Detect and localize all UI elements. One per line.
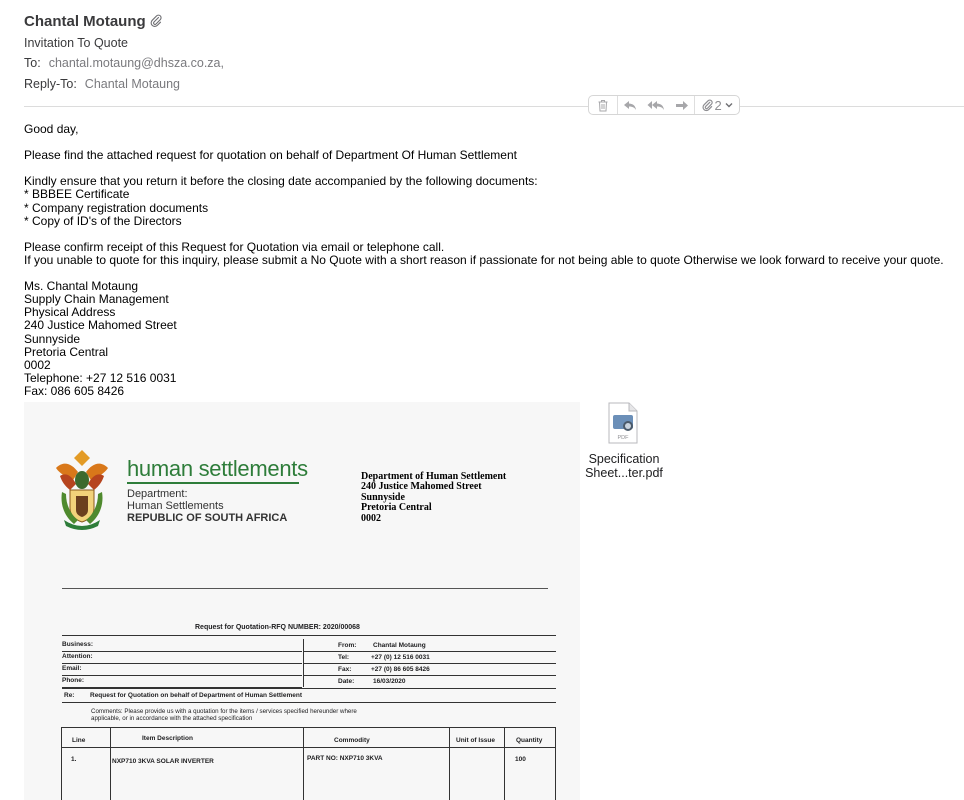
table-vline (303, 727, 304, 800)
table-header-commodity: Commodity (334, 737, 370, 744)
comments-line-1: Comments: Please provide us with a quotation for the items / services specified hereunder where (91, 708, 357, 715)
logo-department-name: Human Settlements (127, 500, 224, 512)
fax-value: +27 (0) 86 605 8426 (371, 666, 430, 673)
reply-button[interactable] (618, 96, 643, 114)
to-label: To: (24, 56, 41, 70)
paperclip-icon (702, 99, 713, 112)
reply-to-label: Reply-To: (24, 77, 77, 91)
form-line (62, 635, 556, 636)
form-line (62, 688, 556, 689)
form-line (303, 651, 556, 652)
chevron-down-icon (725, 102, 733, 108)
attachment-filename-line-1: Specification (588, 452, 660, 466)
re-label: Re: (64, 692, 75, 699)
attachments-button[interactable] (695, 96, 739, 114)
table-header-unit: Unit of Issue (456, 737, 496, 744)
fax-label: Fax: (338, 666, 352, 673)
business-label: Business: (62, 641, 94, 648)
table-vline (110, 727, 111, 800)
logo-rule (127, 482, 299, 484)
logo-department-label: Department: (127, 488, 188, 500)
forward-arrow-icon (675, 100, 689, 111)
logo-title: human settlements (127, 456, 308, 481)
phone-label: Phone: (62, 677, 85, 684)
department-address: Department of Human Settlement 240 Justice Mahomed Street Sunnyside Pretoria Central 0002 (361, 471, 507, 524)
reply-all-icon (647, 100, 665, 111)
table-header-quantity: Quantity (516, 737, 543, 744)
table-cell-line: 1. (71, 756, 77, 763)
table-vline (504, 727, 505, 800)
email-label: Email: (62, 665, 82, 672)
attachment-count: 2 (714, 97, 722, 113)
form-line (62, 702, 556, 703)
document-divider (62, 588, 548, 589)
reply-to-row (24, 77, 180, 91)
to-address[interactable]: chantal.motaung@dhsza.co.za, (48, 56, 224, 70)
table-vline (449, 727, 450, 800)
form-line (303, 663, 556, 664)
reply-to-address[interactable]: Chantal Motaung (84, 77, 180, 91)
to-row (24, 56, 224, 70)
table-cell-quantity: 100 (515, 756, 526, 763)
trash-button[interactable] (589, 96, 617, 114)
table-header-line-no: Line (72, 737, 86, 744)
form-line (62, 651, 302, 652)
rfq-title: Request for Quotation-RFQ NUMBER: 2020/00068 (195, 624, 360, 631)
date-label: Date: (338, 678, 355, 685)
from-value: Chantal Motaung (373, 642, 426, 649)
pdf-file-icon (607, 402, 639, 444)
coat-of-arms-logo (50, 446, 114, 530)
sender-name[interactable]: Chantal Motaung (24, 13, 146, 30)
logo-country: REPUBLIC OF SOUTH AFRICA (127, 512, 288, 524)
rfq-document-preview[interactable] (24, 402, 580, 800)
from-label: From: (338, 642, 357, 649)
table-header-line (61, 747, 556, 748)
table-cell-description: NXP710 3KVA SOLAR INVERTER (112, 758, 214, 765)
subject-line: Invitation To Quote (24, 36, 129, 50)
reply-all-button[interactable] (643, 96, 670, 114)
trash-icon (597, 99, 609, 112)
date-value: 16/03/2020 (373, 678, 406, 685)
attention-label: Attention: (62, 653, 93, 660)
form-line (303, 675, 556, 676)
attachment-filename-line-2: Sheet...ter.pdf (585, 466, 663, 480)
message-toolbar (588, 95, 740, 115)
table-cell-commodity: PART NO: NXP710 3KVA (307, 755, 383, 762)
form-line (62, 675, 302, 676)
comments-line-2: applicable, or in accordance with the attached specification (91, 715, 253, 722)
pdf-label: PDF (617, 435, 629, 441)
email-body-text: Good day, Please find the attached request for quotation on behalf of Department Of Human Settlement Kindly ensure that you return it before the closing date accompanied by the following documents: * BBBEE Certificate * Company registration documents * Copy of ID's of the Directors Please confirm receipt of this Request for Quotation via email or telephone call. If you unable to quote for this inquiry, please submit a No Quote with a short reason if passionate for not being able to quote Otherwise we look forward to receive your quote. Ms. Chantal Motaung Supply Chain Management Physical Address 240 Justice Mahomed Street Sunnyside Pretoria Central 0002 Telephone: +27 12 516 0031 Fax: 086 605 8426 (24, 122, 944, 398)
tel-value: +27 (0) 12 516 0031 (371, 654, 430, 661)
paperclip-icon (150, 14, 162, 28)
tel-label: Tel: (338, 654, 350, 661)
reply-icon (623, 100, 637, 111)
form-line (62, 663, 302, 664)
table-header-description: Item Description (142, 735, 193, 742)
header-divider (24, 106, 964, 107)
forward-button[interactable] (669, 96, 694, 114)
re-value: Request for Quotation on behalf of Department of Human Settlement (90, 692, 302, 699)
